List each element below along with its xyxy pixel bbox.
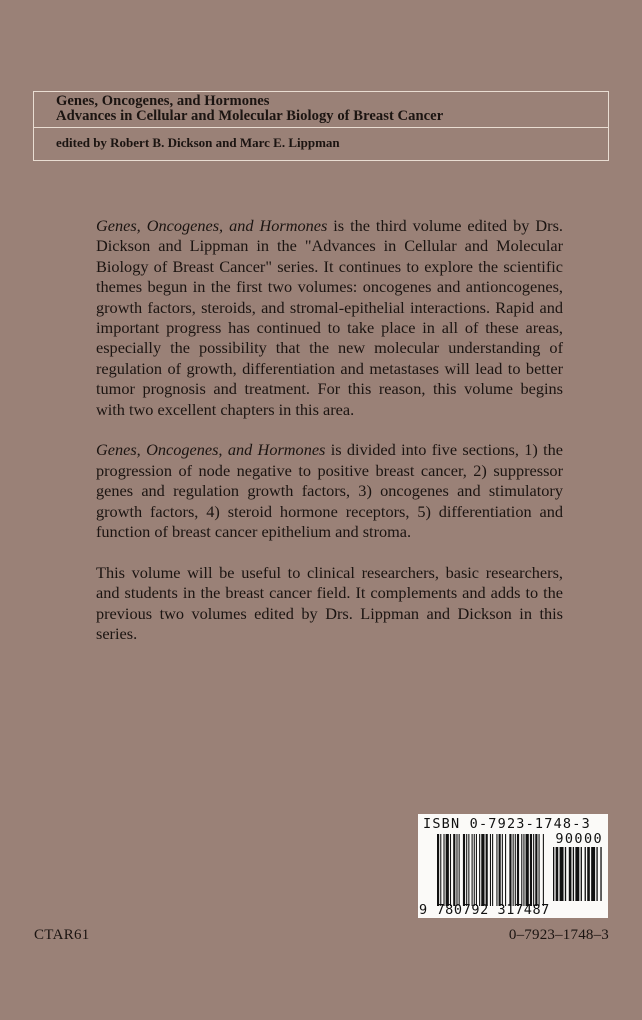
title-box-lower <box>34 128 608 151</box>
isbn-barcode <box>418 814 608 918</box>
paragraph-text: is the third volume edited by Drs. Dickson and Lippman in the "Advances in Cellular and Molecular Biology of Breast Cancer" series. It continues to explore the scientific themes begun in the first two volumes: oncogenes and antioncogenes, growth factors, steroids, and stromal-epithelial interactions. Rapid and important progress has continued to take place in all of these areas, especially the possibility that the new molecular understanding of regulation of growth, differentiation and metastases will lead to better tumor prognosis and treatment. For this reason, this volume begins with two excellent chapters in this area. <box>96 216 563 419</box>
ean-digits: 9 780792 317487 <box>419 902 550 918</box>
italic-book-title: Genes, Oncogenes, and Hormones <box>96 440 326 460</box>
barcode-addon-bars-icon <box>553 847 603 901</box>
editors-line: edited by Robert B. Dickson and Marc E. Lippman <box>56 135 340 150</box>
description-paragraph-3 <box>96 563 563 645</box>
italic-book-title: Genes, Oncogenes, and Hormones <box>96 216 328 235</box>
description <box>96 216 563 665</box>
isbn-number: 0–7923–1748–3 <box>508 927 609 943</box>
description-paragraph-2 <box>96 440 563 542</box>
series-title: Advances in Cellular and Molecular Biology of Breast Cancer <box>56 108 444 124</box>
paragraph-text: This volume will be useful to clinical researchers, basic researchers, and students in the breast cancer field. It complements and adds to the previous two volumes edited by Drs. Lippman and Dickson in this series. <box>96 562 563 644</box>
title-box-upper <box>34 92 608 128</box>
isbn-label: ISBN 0-7923-1748-3 <box>423 816 591 832</box>
book-title: Genes, Oncogenes, and Hormones <box>56 93 270 109</box>
description-paragraph-1 <box>96 216 563 420</box>
barcode-bars-icon <box>437 834 545 906</box>
title-box <box>33 91 609 161</box>
paragraph-text: is divided into five sections, 1) the progression of node negative to positive breast cancer, 2) suppressor genes and regulation growth factors, 3) oncogenes and stimulatory growth factors, 4) steroid hormone receptors, 5) differentiation and function of breast cancer epithelium and stroma. <box>96 440 563 542</box>
price-addon-digits: 90000 <box>555 831 603 847</box>
catalog-code: CTAR61 <box>34 927 90 943</box>
